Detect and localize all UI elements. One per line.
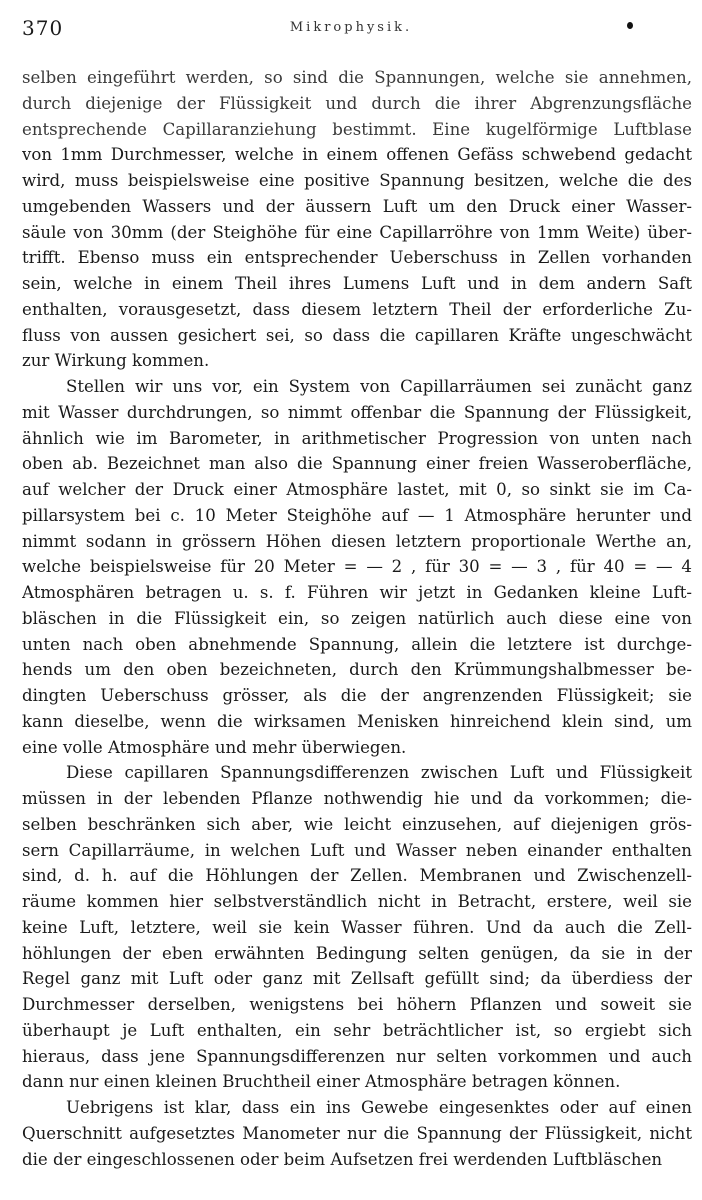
text-line: selben beschränken sich aber, wie leicht einzusehen, auf diejenigen grös- — [22, 814, 692, 834]
text-line: die der eingeschlossenen oder beim Aufsetzen frei werdenden Luftbläschen — [22, 1149, 663, 1169]
text-line: sern Capillarräume, in welchen Luft und Wasser neben einander enthalten — [22, 840, 692, 860]
text-line: höhlungen der eben erwähnten Bedingung selten genügen, da sie in der — [22, 943, 692, 963]
body-text — [22, 65, 692, 1172]
text-line: sind, d. h. auf die Höhlungen der Zellen. Membranen und Zwischenzell- — [22, 866, 692, 886]
text-line: Durchmesser derselben, wenigstens bei höhern Pflanzen und soweit sie — [22, 995, 692, 1014]
text-line: Uebrigens ist klar, dass ein ins Gewebe eingesenktes oder auf einen — [66, 1098, 692, 1117]
text-line: hieraus, dass jene Spannungsdifferenzen nur selten vorkommen und auch — [22, 1046, 692, 1066]
paragraph — [22, 374, 692, 760]
text-line: entsprechende Capillaranziehung bestimmt. Eine kugelförmige Luftblase — [22, 119, 692, 139]
text-line: überhaupt je Luft enthalten, ein sehr beträchtlicher ist, so ergiebt sich — [22, 1020, 692, 1040]
text-line: umgebenden Wassers und der äussern Luft um den Druck einer Wasser- — [22, 196, 692, 216]
ink-speck — [627, 22, 633, 29]
paragraph — [22, 1095, 692, 1172]
text-line: ähnlich wie im Barometer, in arithmetischer Progression von unten nach — [22, 428, 692, 448]
text-line: trifft. Ebenso muss ein entsprechender Ueberschuss in Zellen vorhanden — [22, 248, 692, 268]
text-line: Querschnitt aufgesetztes Manometer nur die Spannung der Flüssigkeit, nicht — [22, 1123, 692, 1143]
text-line: bläschen in die Flüssigkeit ein, so zeigen natürlich auch diese eine von — [22, 608, 692, 628]
text-line: Stellen wir uns vor, ein System von Capillarräumen sei zunächt ganz — [66, 377, 692, 396]
text-line: oben ab. Bezeichnet man also die Spannung einer freien Wasseroberfläche, — [22, 454, 692, 474]
text-line: eine volle Atmosphäre und mehr überwiegen. — [22, 737, 407, 757]
text-line: dann nur einen kleinen Bruchtheil einer Atmosphäre betragen können. — [22, 1072, 621, 1092]
text-line: müssen in der lebenden Pflanze nothwendig hie und da vorkommen; die- — [22, 789, 692, 808]
text-line: durch diejenige der Flüssigkeit und durch die ihrer Abgrenzungsfläche — [22, 93, 692, 113]
text-line: säule von 30mm (der Steighöhe für eine Capillarröhre von 1mm Weite) über- — [22, 222, 692, 242]
text-line: zur Wirkung kommen. — [22, 351, 210, 371]
text-line: enthalten, vorausgesetzt, dass diesem letztern Theil der erforderliche Zu- — [22, 299, 692, 319]
running-head: Mikrophysik. — [289, 20, 413, 35]
text-line: räume kommen hier selbstverständlich nicht in Betracht, erstere, weil sie — [22, 892, 692, 911]
text-line: wird, muss beispielsweise eine positive Spannung besitzen, welche die des — [22, 171, 692, 190]
text-line: mit Wasser durchdrungen, so nimmt offenbar die Spannung der Flüssigkeit, — [22, 402, 692, 422]
text-line: Regel ganz mit Luft oder ganz mit Zellsaft gefüllt sind; da überdiess der — [22, 969, 692, 989]
text-line: kann dieselbe, wenn die wirksamen Menisken hinreichend klein sind, um — [22, 711, 692, 731]
text-line: auf welcher der Druck einer Atmosphäre lastet, mit 0, so sinkt sie im Ca- — [22, 480, 692, 499]
text-line: pillarsystem bei c. 10 Meter Steighöhe auf — 1 Atmosphäre herunter und — [22, 505, 692, 525]
text-line: von 1mm Durchmesser, welche in einem offenen Gefäss schwebend gedacht — [22, 145, 692, 165]
text-line: sein, welche in einem Theil ihres Lumens Luft und in dem andern Saft — [22, 274, 692, 293]
text-line: unten nach oben abnehmende Spannung, allein die letztere ist durchge- — [22, 634, 692, 654]
page-header — [22, 10, 680, 46]
text-line: Diese capillaren Spannungsdifferenzen zwischen Luft und Flüssigkeit — [66, 763, 692, 783]
paragraph — [22, 760, 692, 1095]
text-line: Atmosphären betragen u. s. f. Führen wir jetzt in Gedanken kleine Luft- — [22, 583, 692, 602]
text-line: nimmt sodann in grössern Höhen diesen letztern proportionale Werthe an, — [22, 531, 692, 551]
text-line: welche beispielsweise für 20 Meter = — 2 , für 30 = — 3 , für 40 = — 4 — [22, 557, 692, 577]
page-number: 370 — [22, 16, 64, 40]
paragraph — [22, 65, 692, 374]
text-line: fluss von aussen gesichert sei, so dass die capillaren Kräfte ungeschwächt — [22, 325, 692, 345]
text-line: dingten Ueberschuss grösser, als die der angrenzenden Flüssigkeit; sie — [22, 686, 692, 705]
text-line: keine Luft, letztere, weil sie kein Wasser führen. Und da auch die Zell- — [22, 917, 692, 937]
text-line: selben eingeführt werden, so sind die Spannungen, welche sie annehmen, — [22, 68, 692, 87]
text-line: hends um den oben bezeichneten, durch den Krümmungshalbmesser be- — [22, 660, 692, 680]
